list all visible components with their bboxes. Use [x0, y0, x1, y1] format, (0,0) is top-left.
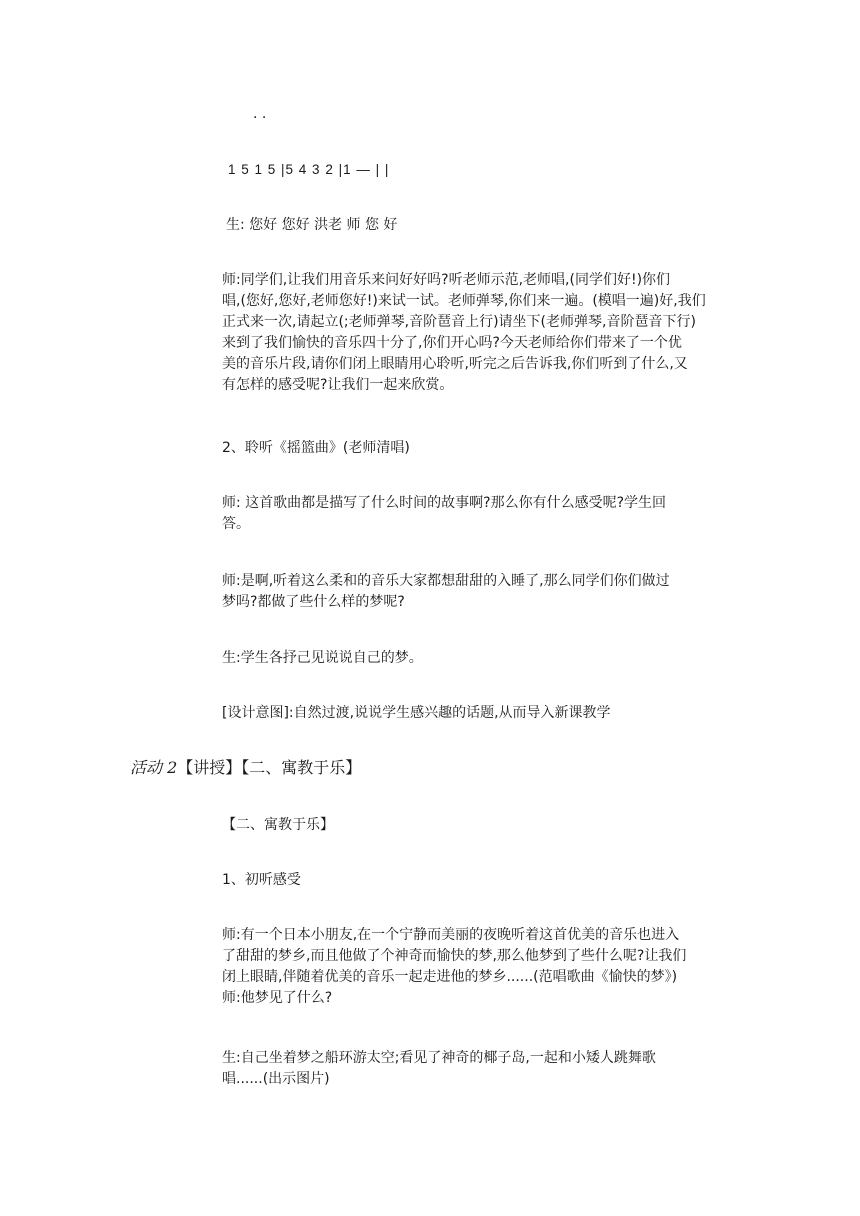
- text-line: 师:同学们,让我们用音乐来问好好吗?听老师示范,老师唱,(同学们好!)你们: [222, 272, 671, 288]
- intro-paragraph: [222, 270, 722, 396]
- text-line: 美的音乐片段,请你们闭上眼睛用心聆听,听完之后告诉我,你们听到了什么,又: [222, 356, 688, 372]
- notation-dots: · ·: [253, 110, 267, 126]
- story-paragraph: [222, 925, 722, 1009]
- text-line: 了甜甜的梦乡,而且他做了个神奇而愉快的梦,那么他梦到了些什么呢?让我们: [222, 948, 687, 964]
- student-answer: [222, 1048, 722, 1090]
- text-line: 师:有一个日本小朋友,在一个宁静而美丽的夜晚听着这首优美的音乐也进入: [222, 927, 680, 943]
- text-line: 答。: [222, 516, 250, 532]
- music-score: 1 5 1 5 |5 4 3 2 |1 — | |: [228, 162, 390, 177]
- listen-title: 2、聆听《摇篮曲》(老师清唱): [222, 440, 410, 456]
- text-line: 闭上眼睛,伴随着优美的音乐一起走进他的梦乡......(范唱歌曲《愉快的梦》): [222, 969, 678, 985]
- text-line: 有怎样的感受呢?让我们一起来欣赏。: [222, 377, 454, 393]
- text-line: 师:是啊,听着这么柔和的音乐大家都想甜甜的入睡了,那么同学们你们做过: [222, 573, 670, 589]
- activity-title: 【讲授】【二、寓教于乐】: [177, 758, 362, 777]
- student-reply: 生: 您好 您好 洪老 师 您 好: [226, 217, 398, 233]
- text-line: 唱,(您好,您好,老师您好!)来试一试。老师弹琴,你们来一遍。(模唱一遍)好,我们: [222, 293, 706, 309]
- text-line: 师: 这首歌曲都是描写了什么时间的故事啊?那么你有什么感受呢?学生回: [222, 495, 667, 511]
- teacher-question: [222, 493, 722, 535]
- text-line: 师:他梦见了什么?: [222, 990, 333, 1006]
- section-title: 【二、寓教于乐】: [222, 817, 334, 833]
- design-intent: [设计意图]:自然过渡,说说学生感兴趣的话题,从而导入新课教学: [222, 705, 611, 721]
- section-subtitle: 1、初听感受: [222, 872, 301, 888]
- text-line: 来到了我们愉快的音乐四十分了,你们开心吗?今天老师给你们带来了一个优: [222, 335, 682, 351]
- text-line: 正式来一次,请起立(;老师弹琴,音阶琶音上行)请坐下(老师弹琴,音阶琶音下行): [222, 314, 696, 330]
- activity-heading: [130, 757, 361, 779]
- text-line: 梦吗?都做了些什么样的梦呢?: [222, 594, 405, 610]
- teacher-dream: [222, 571, 722, 613]
- activity-label: 活动 2: [130, 758, 178, 777]
- text-line: 生:自己坐着梦之船环游太空;看见了神奇的椰子岛,一起和小矮人跳舞歌: [222, 1050, 656, 1066]
- student-dream: 生:学生各抒己见说说自己的梦。: [222, 650, 423, 666]
- text-line: 唱......(出示图片): [222, 1071, 330, 1087]
